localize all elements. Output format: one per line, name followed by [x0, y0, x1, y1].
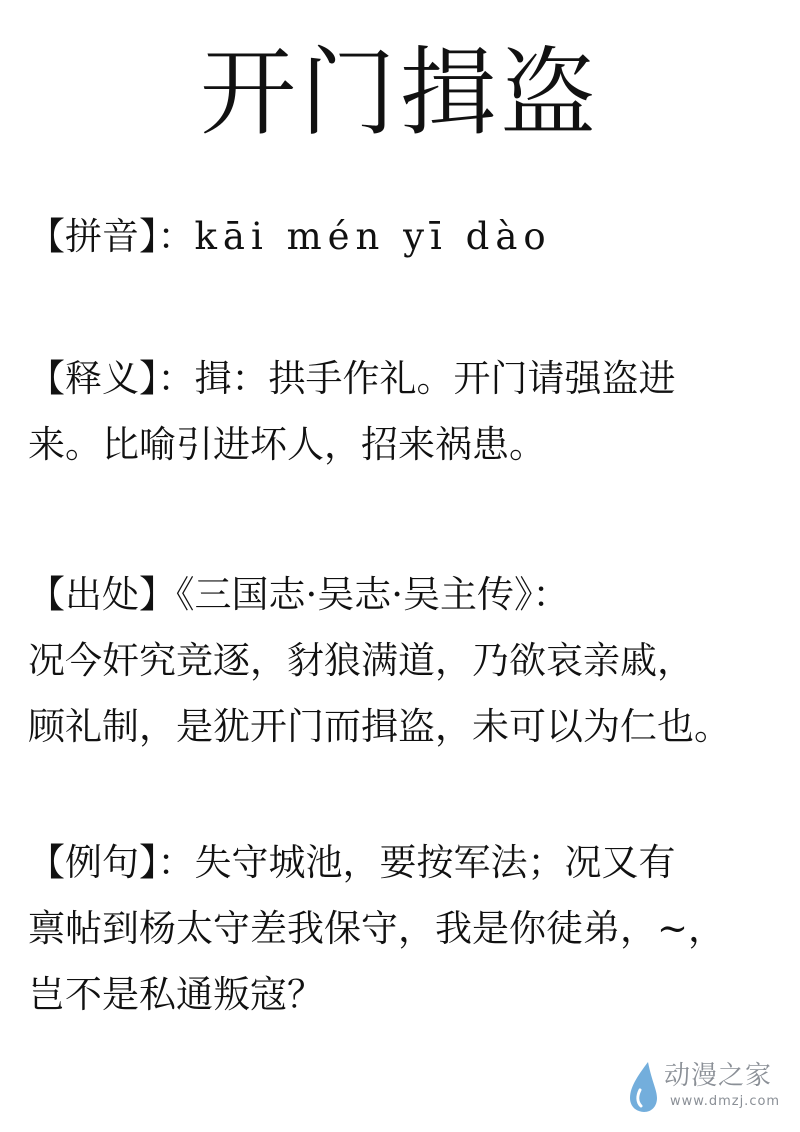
example-label: 【例句】： [28, 841, 195, 884]
definition-line-1 [28, 346, 780, 412]
source-section [28, 562, 780, 760]
pinyin-text: kāi mén yī dào [194, 215, 552, 258]
example-line-3: 岂不是私通叛寇？ [28, 973, 324, 1016]
watermark-site-url: www.dmzj.com [670, 1094, 781, 1109]
source-line-1 [28, 562, 780, 628]
definition-section [28, 346, 780, 478]
definition-text-1: 揖：拱手作礼。开门请强盗进 [194, 357, 676, 400]
pinyin-line [28, 204, 780, 270]
example-section [28, 830, 780, 1028]
source-label: 【出处】 [28, 573, 176, 616]
pinyin-label: 【拼音】： [28, 215, 195, 258]
example-line-1 [28, 830, 780, 896]
water-drop-logo-icon [626, 1060, 660, 1114]
source-line-3: 顾礼制，是犹开门而揖盗，未可以为仁也。 [28, 705, 731, 748]
example-line-2: 禀帖到杨太守差我保守，我是你徒弟，~， [28, 907, 726, 950]
site-watermark [626, 1056, 786, 1118]
example-text-1: 失守城池，要按军法；况又有 [194, 841, 676, 884]
definition-label: 【释义】： [28, 357, 195, 400]
source-line-2: 况今奸究竞逐，豺狼满道，乃欲哀亲戚， [28, 639, 694, 682]
watermark-site-name: 动漫之家 [664, 1061, 773, 1091]
definition-line-2: 来。比喻引进坏人，招来祸患。 [28, 423, 546, 466]
pinyin-section [28, 204, 780, 270]
source-book: 《三国志·吴志·吴主传》： [176, 573, 570, 616]
page-title: 开门揖盗 [200, 37, 600, 149]
